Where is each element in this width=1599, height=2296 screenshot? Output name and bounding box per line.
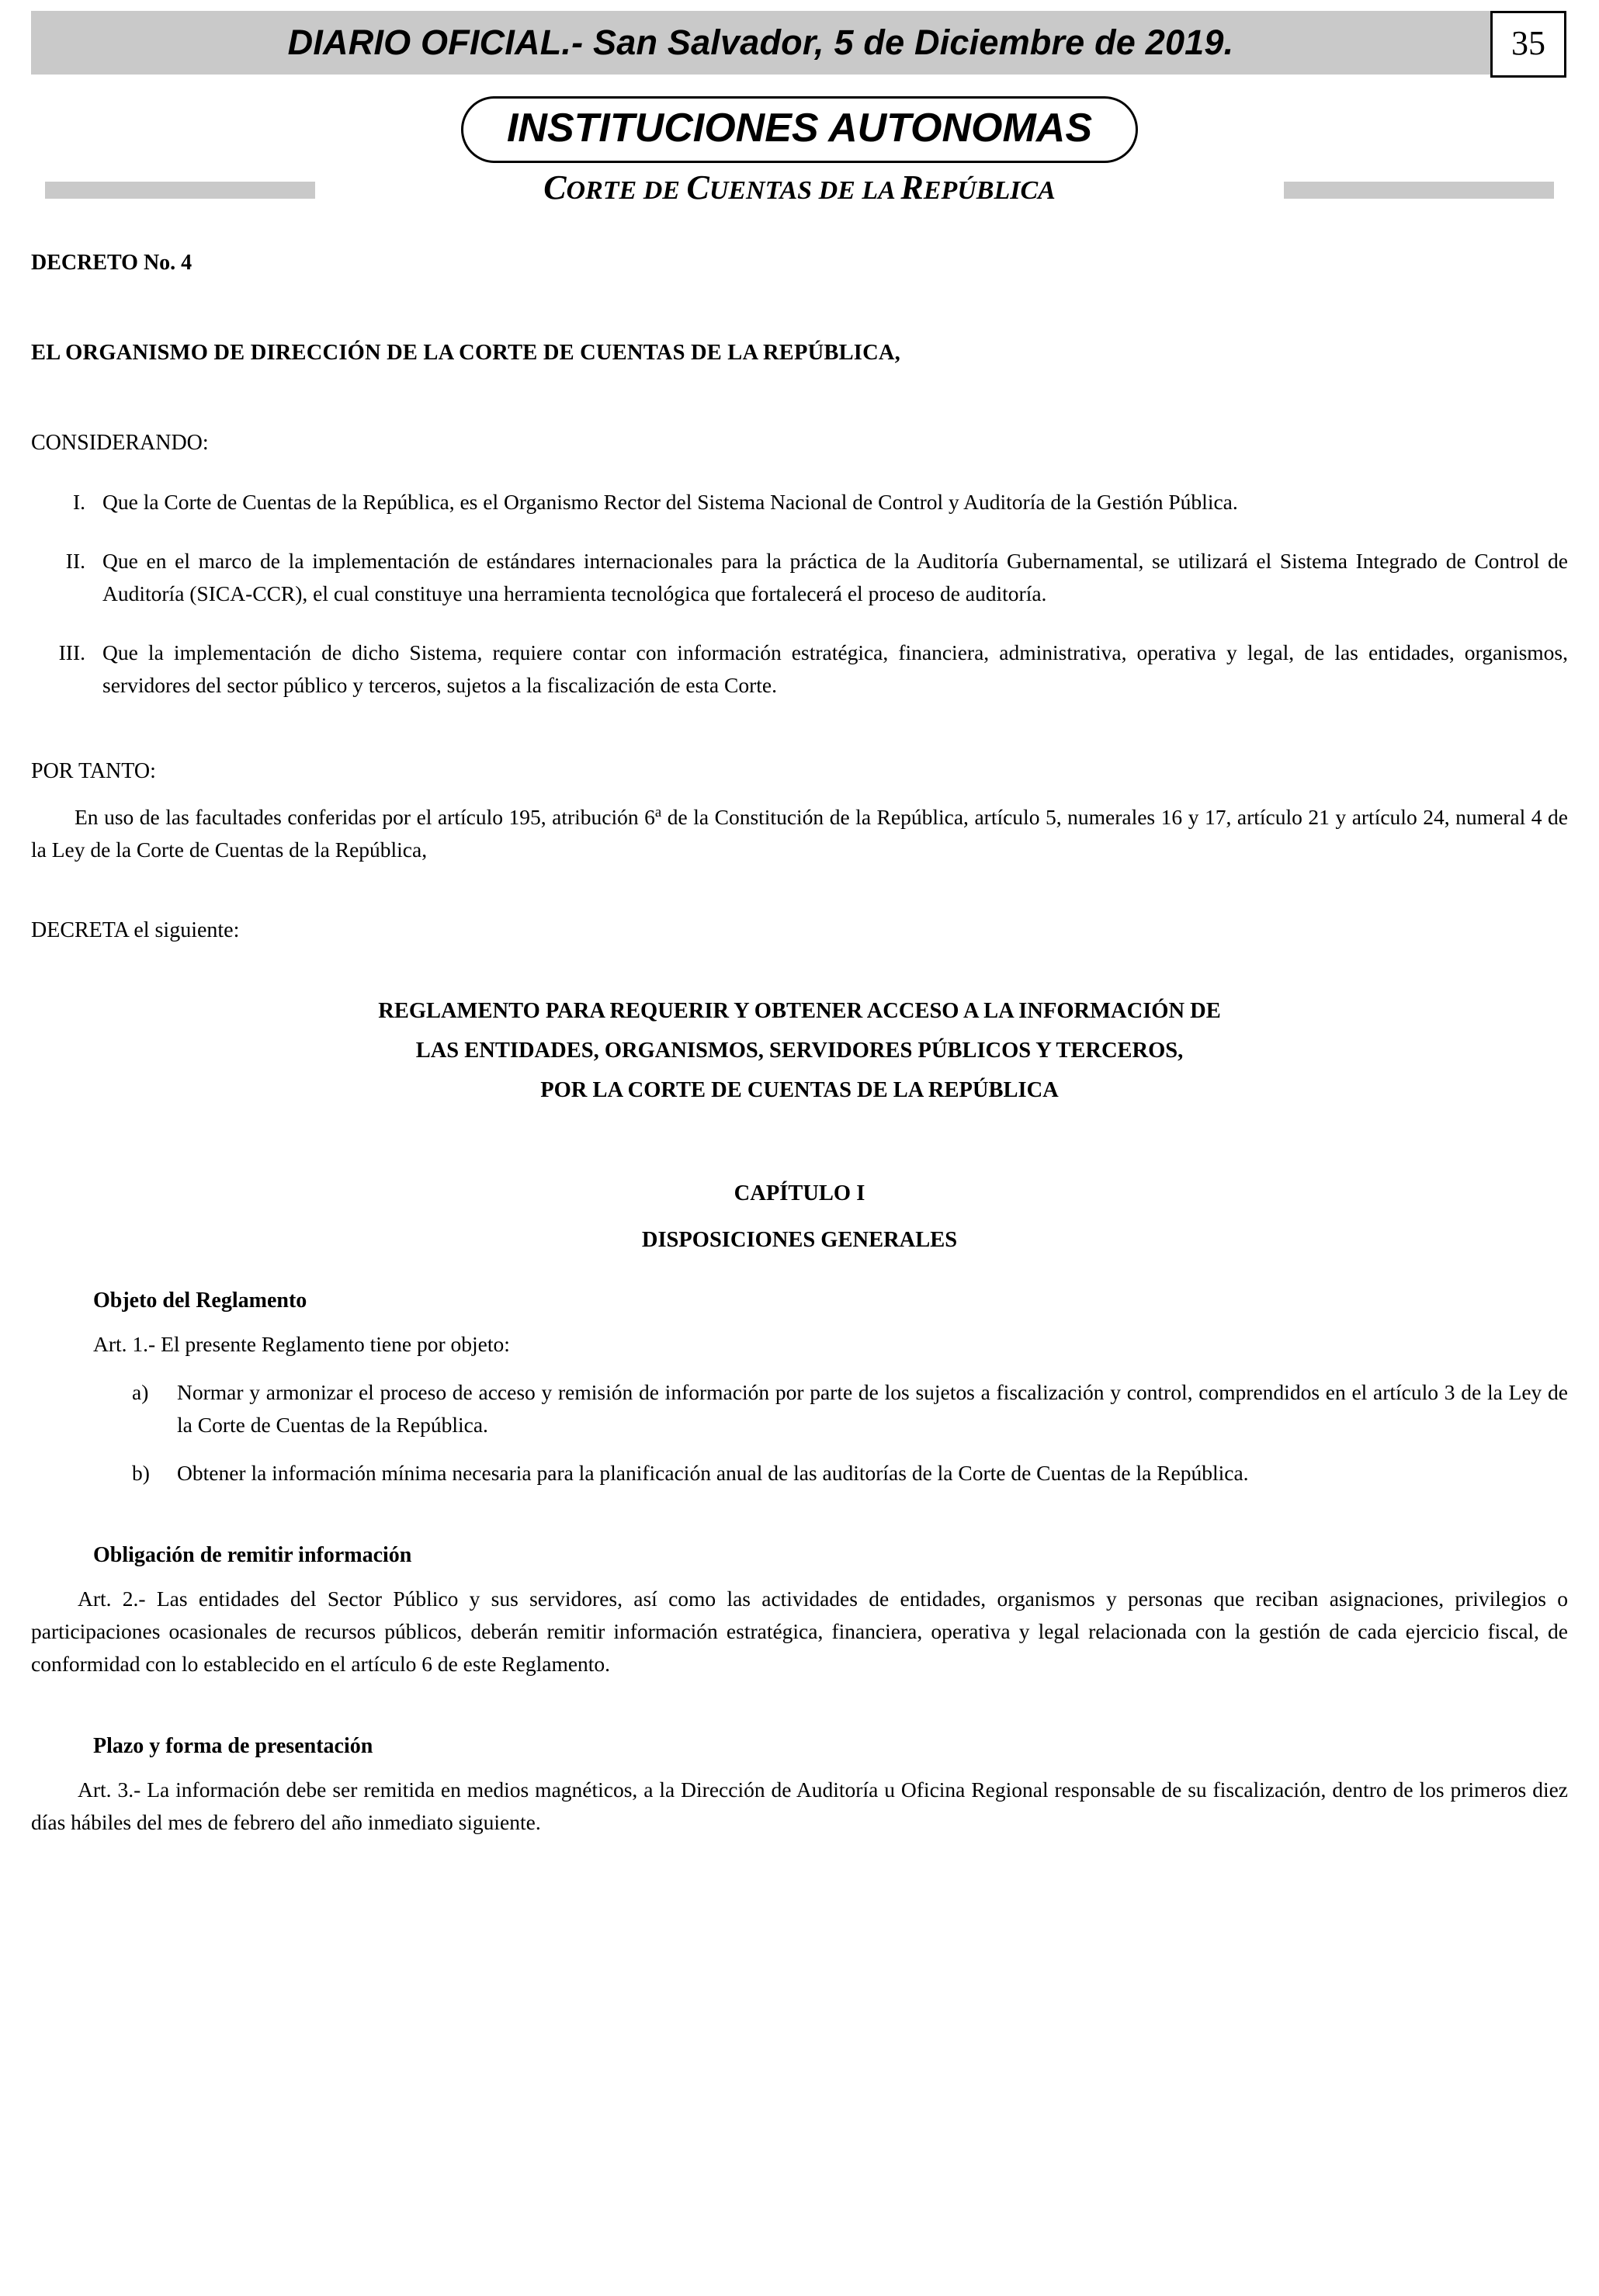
page-header [0, 11, 1599, 85]
document-body [0, 247, 1599, 1839]
item-text: Obtener la información mínima necesaria para la planificación anual de las auditorías de la Corte de Cuentas de la República. [177, 1460, 1249, 1485]
regulation-title-line: POR LA CORTE DE CUENTAS DE LA REPÚBLICA [540, 1077, 1059, 1102]
article-intro: Art. 1.- El presente Reglamento tiene por objeto: [93, 1332, 510, 1357]
considerando-item [31, 486, 1568, 519]
entity-name-part-7: R [900, 168, 924, 206]
considerando-item [31, 636, 1568, 702]
considerando-item [31, 545, 1568, 610]
entity-name-part-2: ORTE [566, 176, 637, 205]
page-number: 35 [1490, 11, 1566, 78]
regulation-title-line: REGLAMENTO PARA REQUERIR Y OBTENER ACCESO A LA INFORMACIÓN DE [378, 999, 1221, 1024]
por-tanto-paragraph [31, 801, 1568, 866]
entity-name-part-6: DE LA [812, 176, 901, 205]
article-heading: Plazo y forma de presentación [93, 1733, 373, 1758]
item-marker: b) [132, 1460, 150, 1485]
chapter-title: CAPÍTULO I [734, 1181, 865, 1206]
item-text: Que la implementación de dicho Sistema, requiere contar con información estratégica, financiera, administrativa, operativa y legal, de las entidades, organismos, servidores del sector público y terceros, sujetos a la fiscalización de esta Corte. [102, 640, 1568, 697]
section-banner [0, 96, 1599, 213]
item-text: Que la Corte de Cuentas de la República, es el Organismo Rector del Sistema Nacional de Control y Auditoría de la Gestión Pública. [102, 490, 1238, 515]
regulation-title [31, 992, 1568, 1110]
article-body: Art. 3.- La información debe ser remitida en medios magnéticos, a la Dirección de Auditoría u Oficina Regional responsable de su fiscalización, dentro de los primeros diez días hábiles del mes de febrero del año inmediato siguiente. [31, 1777, 1568, 1834]
item-marker: III. [58, 640, 85, 664]
entity-name-part-1: C [543, 168, 567, 206]
item-marker: II. [65, 549, 85, 574]
chapter-subtitle: DISPOSICIONES GENERALES [641, 1227, 958, 1252]
item-text: Normar y armonizar el proceso de acceso y remisión de información por parte de los sujetos a fiscalización y control, comprendidos en el artículo 3 de la Ley de la Corte de Cuentas de la República. [177, 1380, 1568, 1437]
item-marker: I. [72, 490, 85, 515]
article-item [31, 1457, 1568, 1490]
article-heading: Objeto del Reglamento [93, 1288, 307, 1313]
regulation-title-line: LAS ENTIDADES, ORGANISMOS, SERVIDORES PÚBLICOS Y TERCEROS, [415, 1038, 1184, 1063]
decree-number: DECRETO No. 4 [31, 251, 193, 275]
article-body: Art. 2.- Las entidades del Sector Público y sus servidores, así como las actividades de entidades, organismos y personas que reciban asignaciones, privilegios o participaciones ocasionales de recursos públicos, deberán remitir información estratégica, financiera, operativa y legal relacionada con la gestión de cada ejercicio fiscal, de conformidad con lo establecido en el artículo 6 de este Reglamento. [31, 1587, 1568, 1676]
decreta-label: DECRETA el siguiente: [31, 917, 240, 942]
entity-name-part-4: C [686, 168, 709, 206]
entity-name-part-8: EPÚBLICA [923, 176, 1056, 205]
entity-name-part-5: UENTAS [709, 176, 813, 205]
issuing-body: EL ORGANISMO DE DIRECCIÓN DE LA CORTE DE CUENTAS DE LA REPÚBLICA, [31, 340, 900, 365]
article-heading: Obligación de remitir información [93, 1542, 412, 1567]
considerando-label: CONSIDERANDO: [31, 430, 209, 455]
header-title: DIARIO OFICIAL.- San Salvador, 5 de Diciembre de 2019. [287, 23, 1234, 62]
institutions-banner: INSTITUCIONES AUTONOMAS [461, 96, 1138, 163]
entity-name-part-3: DE [636, 176, 687, 205]
por-tanto-label: POR TANTO: [31, 759, 156, 784]
por-tanto-text-part-1: En uso de las facultades conferidas por el artículo 195, atribución 6 [75, 804, 655, 829]
ordinal-marker: a [654, 803, 662, 820]
item-marker: a) [132, 1380, 149, 1405]
entity-name [0, 168, 1599, 207]
document-page [0, 11, 1599, 2296]
item-text: Que en el marco de la implementación de estándares internacionales para la práctica de la Auditoría Gubernamental, se utilizará el Sistema Integrado de Control de Auditoría (SICA-CCR), el cual constituye una herramienta tecnológica que fortalecerá el proceso de auditoría. [102, 549, 1568, 605]
article-item [31, 1376, 1568, 1441]
por-tanto-text-part-2: de la Constitución de la República, artículo 5, numerales 16 y 17, artículo 21 y artículo 24, numeral 4 de la Ley de la Corte de Cuentas de la República, [31, 804, 1568, 862]
